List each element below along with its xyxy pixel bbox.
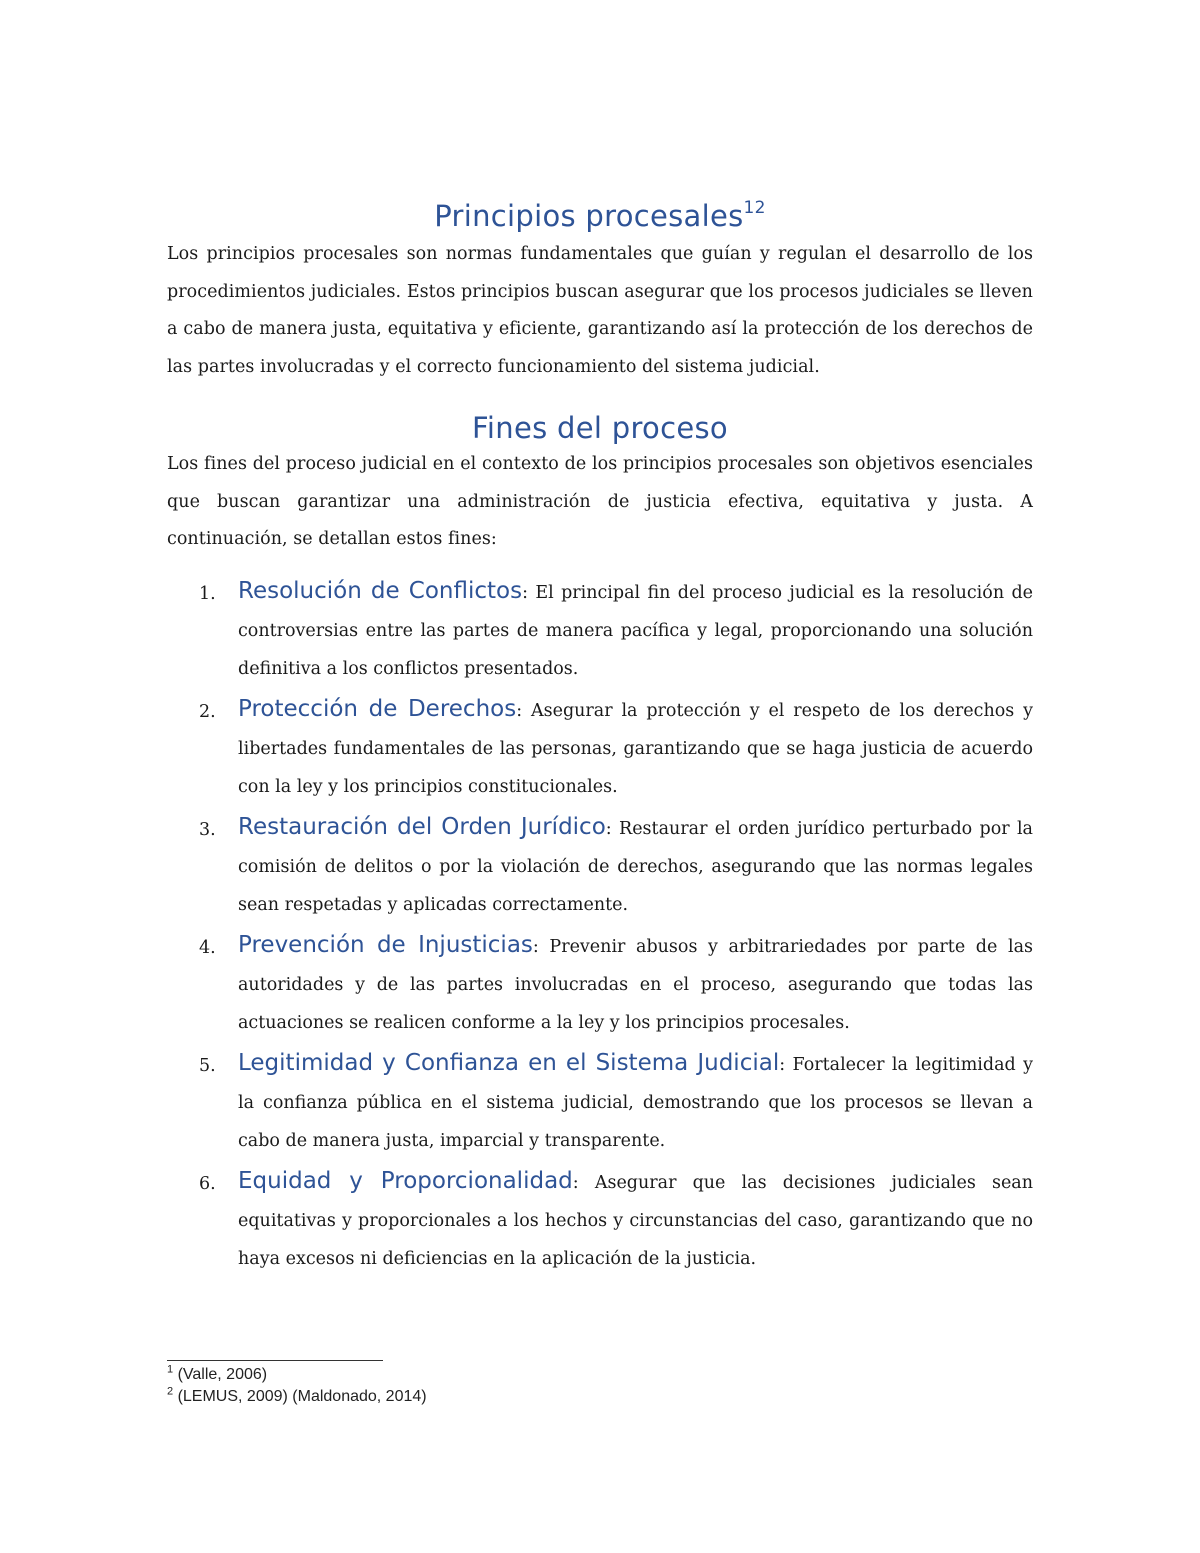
footnote-text: (Valle, 2006) (173, 1366, 268, 1383)
paragraph-principios: Los principios procesales son normas fundamentales que guían y regulan el desarrollo de los procedimientos judiciales. Estos principios buscan asegurar que los procesos judiciales se lleven a cabo de manera justa, equitativa y eficiente, garantizando así la protección de los derechos de las partes involucradas y el correcto funcionamiento del sistema judicial. (167, 244, 1033, 377)
footnote-mark: 1 (167, 1363, 174, 1376)
list-item-number: 1. (199, 584, 216, 604)
list-item-colon: : (516, 701, 523, 721)
list-item-term: Resolución de Conflictos (238, 578, 523, 604)
footnote-text: (LEMUS, 2009) (Maldonado, 2014) (173, 1388, 427, 1405)
list-item-colon: : (605, 819, 612, 839)
list-item-text: El principal fin del proceso judicial es la resolución de controversias entre las partes de manera pacífica y legal, proporcionando una solución definitiva a los conflictos presentados. (238, 583, 1034, 679)
list-item (167, 572, 1033, 688)
list-item-term: Equidad y Proporcionalidad (238, 1168, 573, 1194)
list-item-number: 2. (199, 702, 216, 722)
list-item-term: Prevención de Injusticias (238, 932, 533, 958)
list-item-text: Prevenir abusos y arbitrariedades por parte de las autoridades y de las partes involucradas en el proceso, asegurando que todas las actuaciones se realicen conforme a la ley y los principios procesales. (238, 937, 1033, 1033)
list-item-colon: : (572, 1173, 579, 1193)
list-item-colon: : (522, 583, 528, 603)
fines-list (167, 572, 1033, 1280)
list-item-text: Asegurar que las decisiones judiciales sean equitativas y proporcionales a los hechos y circunstancias del caso, garantizando que no haya excesos ni deficiencias en la aplicación de la justicia. (238, 1173, 1033, 1269)
list-item-text: Asegurar la protección y el respeto de los derechos y libertades fundamentales de las personas, garantizando que se haga justicia de acuerdo con la ley y los principios constitucionales. (238, 701, 1033, 797)
list-item (167, 1162, 1033, 1278)
list-item-number: 3. (199, 820, 216, 840)
footnote-separator (167, 1360, 383, 1361)
list-item-text: Restaurar el orden jurídico perturbado por la comisión de delitos o por la violación de derechos, asegurando que las normas legales sean respetadas y aplicadas correctamente. (238, 819, 1033, 915)
footnote-mark: 2 (167, 1385, 174, 1398)
footnotes (167, 1364, 867, 1408)
document-page (167, 0, 1033, 1553)
list-item-term: Legitimidad y Confianza en el Sistema Judicial (238, 1050, 780, 1076)
list-item (167, 1044, 1033, 1160)
list-item-term: Restauración del Orden Jurídico (238, 814, 606, 840)
title-footnote-ref: 12 (743, 198, 766, 219)
list-item-number: 5. (199, 1056, 216, 1076)
list-item-number: 6. (199, 1174, 216, 1194)
footnote-1 (167, 1364, 867, 1386)
list-item (167, 808, 1033, 924)
title-principios-procesales (167, 196, 1033, 236)
list-item-colon: : (779, 1055, 786, 1075)
footnote-2 (167, 1386, 867, 1408)
list-item-number: 4. (199, 938, 216, 958)
heading-fines-del-proceso: Fines del proceso (472, 411, 728, 445)
title-text: Principios procesales (434, 199, 744, 233)
list-item-term: Protección de Derechos (238, 696, 517, 722)
list-item (167, 690, 1033, 806)
list-item-text: Fortalecer la legitimidad y la confianza pública en el sistema judicial, demostrando que los procesos se llevan a cabo de manera justa, imparcial y transparente. (238, 1055, 1034, 1151)
list-item (167, 926, 1033, 1042)
list-item-colon: : (532, 937, 539, 957)
paragraph-fines: Los fines del proceso judicial en el contexto de los principios procesales son objetivos esenciales que buscan garantizar una administración de justicia efectiva, equitativa y justa. A continuación, se detallan estos fines: (167, 454, 1033, 549)
